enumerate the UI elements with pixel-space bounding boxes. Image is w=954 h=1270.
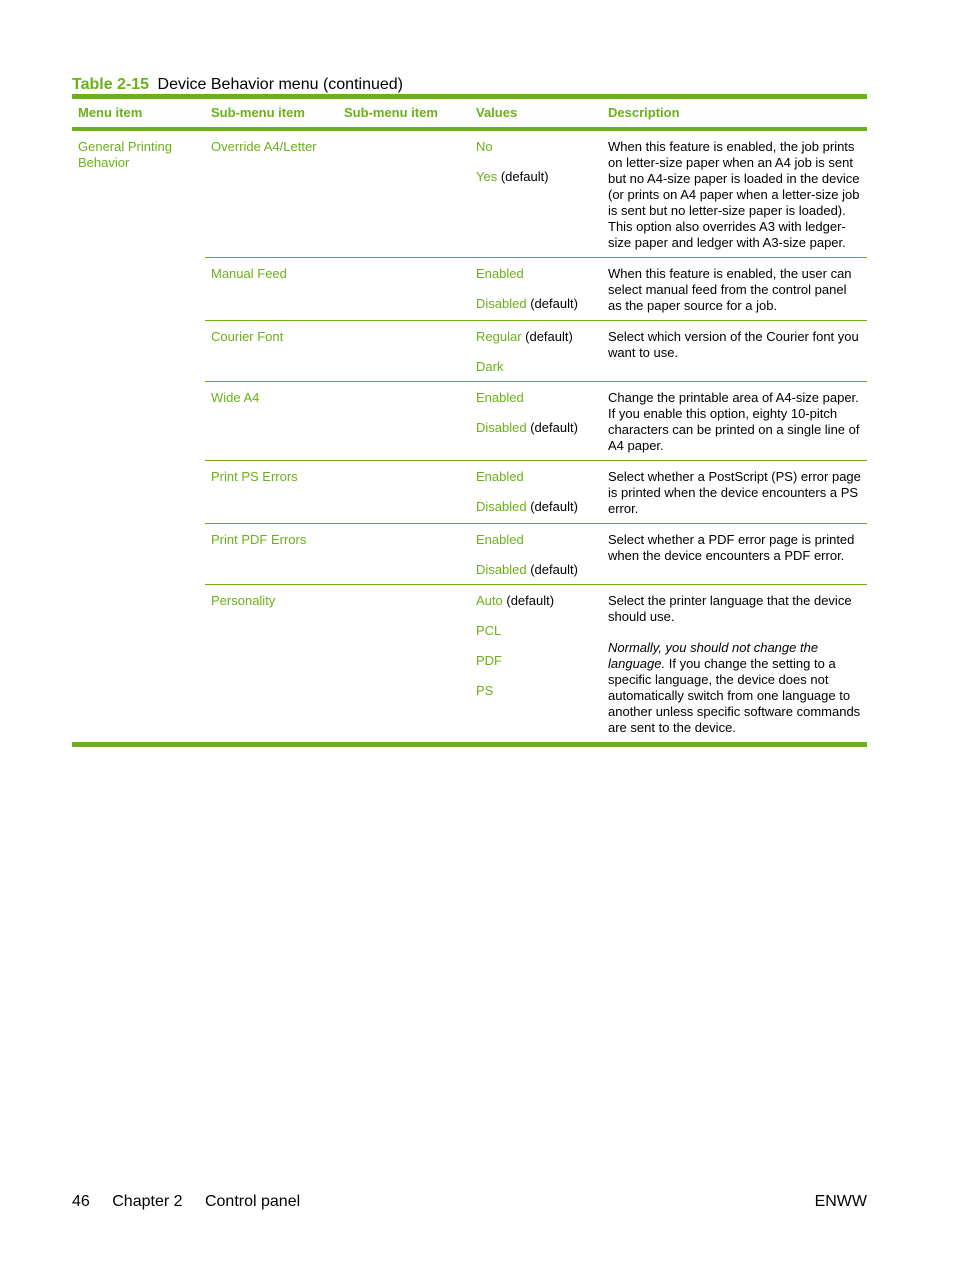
sub-menu-item: Override A4/Letter — [211, 139, 317, 154]
header-sub-menu-item: Sub-menu item — [205, 97, 338, 130]
page-footer-left — [72, 1192, 300, 1212]
default-marker: (default) — [526, 296, 578, 311]
value-label: Enabled — [476, 532, 524, 547]
value-option — [476, 266, 596, 282]
description-text: Select whether a PDF error page is printed when the device encounters a PDF error. — [608, 532, 855, 563]
sub-menu-item: Wide A4 — [205, 382, 338, 461]
sub-menu-item: Print PDF Errors — [205, 524, 338, 585]
description-cell — [602, 461, 867, 524]
sub-menu-item-2 — [338, 129, 470, 258]
header-description: Description — [602, 97, 867, 130]
description-note — [608, 640, 861, 736]
header-values: Values — [470, 97, 602, 130]
table-caption — [72, 75, 403, 95]
value-label: Yes — [476, 169, 498, 184]
table-number: Table 2-15 — [72, 76, 150, 93]
chapter-label: Chapter 2 — [112, 1193, 183, 1210]
table-row — [72, 129, 867, 258]
description-text: Select which version of the Courier font you want to use. — [608, 329, 859, 360]
description-text: Select the printer language that the device should use. — [608, 593, 852, 624]
values-cell — [470, 321, 602, 382]
description-cell — [602, 258, 867, 321]
values-cell — [470, 585, 602, 745]
description-text: When this feature is enabled, the user can select manual feed from the control panel as the paper source for a job. — [608, 266, 852, 313]
device-behavior-table — [72, 94, 867, 747]
value-label: Auto — [476, 593, 503, 608]
sub-menu-item-2 — [338, 461, 470, 524]
values-cell — [470, 129, 602, 258]
value-option — [476, 499, 596, 515]
values-cell — [470, 524, 602, 585]
value-label: Dark — [476, 359, 504, 374]
description-cell — [602, 585, 867, 745]
value-option — [476, 593, 596, 609]
value-option — [476, 683, 596, 699]
value-option — [476, 329, 596, 345]
value-label: Disabled — [476, 562, 527, 577]
description-cell — [602, 382, 867, 461]
table-header-row — [72, 97, 867, 130]
table-title: Device Behavior menu (continued) — [157, 76, 403, 93]
description-text: Select whether a PostScript (PS) error page is printed when the device encounters a PS error. — [608, 469, 861, 516]
sub-menu-item: Personality — [205, 585, 338, 745]
value-option — [476, 653, 596, 669]
sub-menu-item-2 — [338, 321, 470, 382]
page-footer-right: ENWW — [814, 1193, 867, 1210]
value-label: Disabled — [476, 296, 527, 311]
value-label: PDF — [476, 653, 502, 668]
value-label: Disabled — [476, 420, 527, 435]
sub-menu-item: Print PS Errors — [205, 461, 338, 524]
value-option — [476, 139, 596, 155]
value-label: PS — [476, 683, 494, 698]
header-sub-menu-item-2: Sub-menu item — [338, 97, 470, 130]
sub-menu-item: Manual Feed — [205, 258, 338, 321]
value-option — [476, 562, 596, 578]
section-label: Control panel — [204, 1193, 301, 1210]
menu-item-label: General Printing — [78, 139, 172, 154]
value-label: Disabled — [476, 499, 527, 514]
menu-item-cell — [72, 129, 205, 745]
value-option — [476, 359, 596, 375]
page-number: 46 — [72, 1193, 90, 1210]
values-cell — [470, 382, 602, 461]
value-label: Enabled — [476, 390, 524, 405]
default-marker: (default) — [502, 593, 555, 608]
description-cell — [602, 524, 867, 585]
values-cell — [470, 258, 602, 321]
default-marker: (default) — [526, 420, 578, 435]
default-marker: (default) — [521, 329, 573, 344]
note-text: If you change the setting to a specific language, the device does not automatically switch from one language to another unless specific software commands are sent to the device. — [608, 656, 861, 735]
description-cell — [602, 321, 867, 382]
value-label: Enabled — [476, 266, 524, 281]
value-option — [476, 169, 596, 185]
value-label: PCL — [476, 623, 502, 638]
values-cell — [470, 461, 602, 524]
sub-menu-item-2 — [338, 258, 470, 321]
default-marker: (default) — [526, 499, 578, 514]
sub-menu-item-2 — [338, 382, 470, 461]
value-option — [476, 532, 596, 548]
sub-menu-item: Courier Font — [205, 321, 338, 382]
value-option — [476, 623, 596, 639]
header-menu-item: Menu item — [72, 97, 205, 130]
sub-menu-item-2 — [338, 524, 470, 585]
menu-item-label: Behavior — [78, 155, 130, 170]
value-option — [476, 296, 596, 312]
default-marker: (default) — [526, 562, 578, 577]
description-cell — [602, 129, 867, 258]
note-emphasis: Normally, you should not change the language. — [608, 640, 819, 671]
description-text: When this feature is enabled, the job prints on letter-size paper when an A4 job is sent but no A4-size paper is loaded in the device (or prints on A4 paper when a letter-size job is sent but no letter-size paper is loaded). This option also overrides A3 with ledger-size paper and ledger with A3-size paper. — [608, 139, 860, 250]
value-option — [476, 469, 596, 485]
default-marker: (default) — [497, 169, 549, 184]
value-option — [476, 420, 596, 436]
value-label: Enabled — [476, 469, 524, 484]
sub-menu-item-2 — [338, 585, 470, 745]
value-label: Regular — [476, 329, 522, 344]
value-label: No — [476, 139, 493, 154]
value-option — [476, 390, 596, 406]
description-text: Change the printable area of A4-size paper. If you enable this option, eighty 10-pitch characters can be printed on a single line of A4 paper. — [608, 390, 860, 453]
